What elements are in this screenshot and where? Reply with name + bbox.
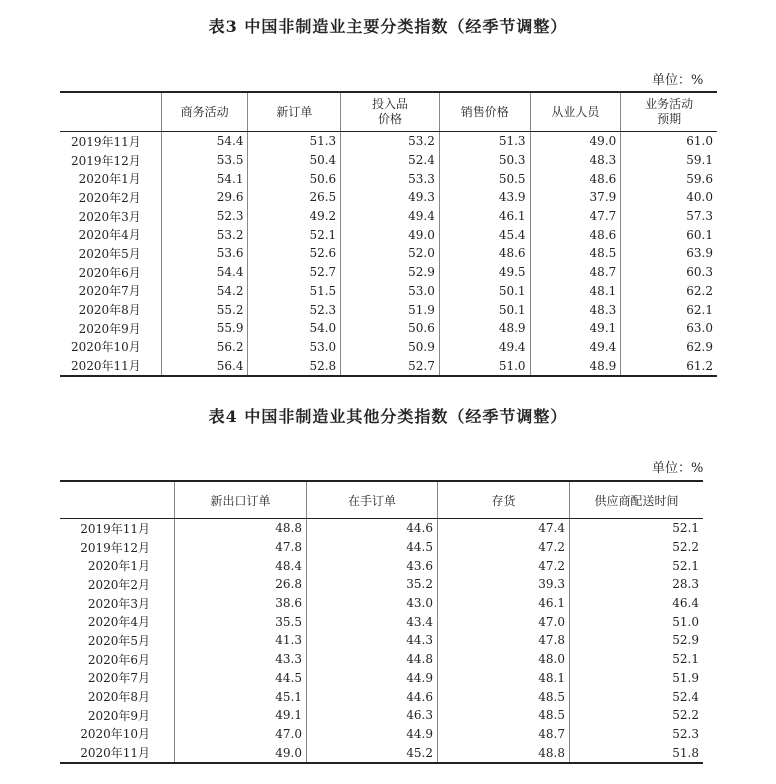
table-row: [60, 725, 703, 744]
row-label: 2020年7月: [87, 671, 150, 686]
row-label: 2020年7月: [78, 284, 141, 299]
row-label: 2020年3月: [78, 209, 141, 224]
table4: [60, 480, 703, 764]
table-cell: 45.2: [307, 743, 438, 763]
row-label: 2019年12月: [80, 540, 150, 555]
table4-header-row: [60, 481, 703, 519]
table3-column-header: 商务活动: [161, 92, 248, 132]
table-cell: 52.9: [341, 263, 440, 282]
table-row: [60, 538, 703, 557]
table-cell: 61.2: [621, 356, 717, 376]
table4-header-corner: [60, 481, 175, 519]
table-cell: 49.1: [530, 319, 621, 338]
table-row: [60, 556, 703, 575]
table-cell: 63.9: [621, 244, 717, 263]
table-cell: 49.4: [530, 338, 621, 357]
row-label: 2020年2月: [87, 577, 150, 592]
table-row: [60, 225, 717, 244]
table-cell: 43.9: [439, 188, 530, 207]
table-cell: 56.2: [161, 338, 248, 357]
table-cell: 41.3: [175, 631, 307, 650]
table-row: [60, 169, 717, 188]
table-cell: 49.4: [341, 207, 440, 226]
table-cell: 55.2: [161, 300, 248, 319]
table-cell: 46.4: [570, 594, 704, 613]
table-cell: 54.0: [248, 319, 341, 338]
row-label: 2020年10月: [80, 727, 150, 742]
table-cell: 50.6: [341, 319, 440, 338]
table-cell: 52.2: [570, 706, 704, 725]
table-cell: 59.1: [621, 151, 717, 170]
table3-column-header: 业务活动 预期: [621, 92, 717, 132]
row-label: 2020年8月: [78, 303, 141, 318]
table-cell: 44.6: [307, 519, 438, 538]
table-cell: 48.4: [175, 556, 307, 575]
table-row: [60, 188, 717, 207]
table-cell: 48.0: [438, 650, 570, 669]
table-cell: 48.1: [530, 282, 621, 301]
table-cell: 48.5: [438, 687, 570, 706]
table-cell: 47.2: [438, 556, 570, 575]
table4-column-header: 存货: [438, 481, 570, 519]
table-cell: 45.1: [175, 687, 307, 706]
row-label: 2019年11月: [70, 134, 141, 149]
row-label: 2020年5月: [78, 246, 141, 261]
table-cell: 48.3: [530, 151, 621, 170]
table-cell: 28.3: [570, 575, 704, 594]
table-cell: 60.1: [621, 225, 717, 244]
table-cell: 50.3: [439, 151, 530, 170]
table-cell: 47.7: [530, 207, 621, 226]
table-cell: 62.2: [621, 282, 717, 301]
table4-unit-label: 单位：%: [652, 461, 704, 476]
table-cell: 52.4: [341, 151, 440, 170]
table-row: [60, 631, 703, 650]
table3-column-header: 投入品 价格: [341, 92, 440, 132]
table-cell: 51.0: [570, 612, 704, 631]
table-row: [60, 263, 717, 282]
table-cell: 61.0: [621, 132, 717, 151]
table-cell: 49.0: [341, 225, 440, 244]
table-cell: 54.2: [161, 282, 248, 301]
row-label: 2020年4月: [87, 615, 150, 630]
table-cell: 62.1: [621, 300, 717, 319]
table-cell: 52.7: [248, 263, 341, 282]
table-row: [60, 575, 703, 594]
table-row: [60, 519, 703, 538]
table-cell: 48.5: [530, 244, 621, 263]
table-cell: 52.7: [341, 356, 440, 376]
table3-header-corner: [60, 92, 161, 132]
table4-column-header: 供应商配送时间: [570, 481, 704, 519]
table-cell: 51.3: [248, 132, 341, 151]
row-label: 2020年3月: [87, 596, 150, 611]
table-cell: 52.3: [570, 725, 704, 744]
table-cell: 44.9: [307, 669, 438, 688]
table-cell: 48.6: [530, 225, 621, 244]
table-row: [60, 356, 717, 376]
table-row: [60, 244, 717, 263]
table-row: [60, 669, 703, 688]
row-label: 2020年9月: [87, 708, 150, 723]
table-cell: 54.1: [161, 169, 248, 188]
table-cell: 49.3: [341, 188, 440, 207]
table4-column-header: 新出口订单: [175, 481, 307, 519]
table-cell: 49.1: [175, 706, 307, 725]
table-cell: 46.1: [439, 207, 530, 226]
table-cell: 48.1: [438, 669, 570, 688]
table-cell: 29.6: [161, 188, 248, 207]
table-cell: 38.6: [175, 594, 307, 613]
table-cell: 54.4: [161, 132, 248, 151]
table-cell: 56.4: [161, 356, 248, 376]
table-cell: 53.5: [161, 151, 248, 170]
row-label: 2020年2月: [78, 190, 141, 205]
table-cell: 50.9: [341, 338, 440, 357]
table-cell: 26.8: [175, 575, 307, 594]
table-cell: 62.9: [621, 338, 717, 357]
table3-column-header: 从业人员: [530, 92, 621, 132]
table-cell: 52.0: [341, 244, 440, 263]
table-cell: 46.3: [307, 706, 438, 725]
table-row: [60, 282, 717, 301]
table-cell: 48.8: [175, 519, 307, 538]
table-cell: 59.6: [621, 169, 717, 188]
table-cell: 48.7: [438, 725, 570, 744]
table-row: [60, 743, 703, 763]
table3-header-row: [60, 92, 717, 132]
table-cell: 46.1: [438, 594, 570, 613]
table-cell: 51.9: [341, 300, 440, 319]
table-cell: 50.5: [439, 169, 530, 188]
table-cell: 35.5: [175, 612, 307, 631]
table-cell: 49.0: [175, 743, 307, 763]
table-row: [60, 207, 717, 226]
table-cell: 39.3: [438, 575, 570, 594]
table-cell: 44.5: [175, 669, 307, 688]
table-cell: 52.1: [570, 556, 704, 575]
row-label: 2020年6月: [87, 652, 150, 667]
table3-title: 表3 中国非制造业主要分类指数（经季节调整）: [208, 17, 568, 36]
table-row: [60, 594, 703, 613]
table-cell: 35.2: [307, 575, 438, 594]
row-label: 2019年11月: [80, 521, 150, 536]
table-cell: 48.5: [438, 706, 570, 725]
table-cell: 26.5: [248, 188, 341, 207]
table-cell: 52.4: [570, 687, 704, 706]
row-label: 2020年4月: [78, 228, 141, 243]
table-row: [60, 338, 717, 357]
table-cell: 51.5: [248, 282, 341, 301]
table-row: [60, 612, 703, 631]
table-cell: 60.3: [621, 263, 717, 282]
table4-column-header: 在手订单: [307, 481, 438, 519]
table-cell: 51.0: [439, 356, 530, 376]
table3-unit-label: 单位：%: [652, 73, 704, 88]
table-cell: 40.0: [621, 188, 717, 207]
table-cell: 53.3: [341, 169, 440, 188]
table-row: [60, 650, 703, 669]
table-cell: 44.3: [307, 631, 438, 650]
table-cell: 37.9: [530, 188, 621, 207]
table3-column-header: 新订单: [248, 92, 341, 132]
table-cell: 53.0: [341, 282, 440, 301]
table-cell: 44.8: [307, 650, 438, 669]
row-label: 2020年6月: [78, 265, 141, 280]
table-cell: 47.8: [175, 538, 307, 557]
table3-column-header: 销售价格: [439, 92, 530, 132]
table-cell: 47.8: [438, 631, 570, 650]
table-cell: 49.4: [439, 338, 530, 357]
table-cell: 63.0: [621, 319, 717, 338]
row-label: 2019年12月: [70, 153, 141, 168]
table3: [60, 91, 717, 377]
table-cell: 43.0: [307, 594, 438, 613]
table-cell: 48.8: [438, 743, 570, 763]
table-cell: 52.1: [570, 519, 704, 538]
table-cell: 53.0: [248, 338, 341, 357]
table-cell: 51.3: [439, 132, 530, 151]
table-row: [60, 151, 717, 170]
table-cell: 49.5: [439, 263, 530, 282]
table-cell: 52.1: [248, 225, 341, 244]
table-cell: 48.6: [439, 244, 530, 263]
table-cell: 52.8: [248, 356, 341, 376]
table-cell: 44.5: [307, 538, 438, 557]
table-cell: 50.6: [248, 169, 341, 188]
table-row: [60, 132, 717, 151]
table3-body: [60, 132, 717, 376]
table-cell: 48.9: [439, 319, 530, 338]
table-cell: 47.4: [438, 519, 570, 538]
table-cell: 44.6: [307, 687, 438, 706]
table-cell: 43.6: [307, 556, 438, 575]
table4-body: [60, 519, 703, 763]
table-cell: 45.4: [439, 225, 530, 244]
table-cell: 53.2: [161, 225, 248, 244]
table-cell: 53.2: [341, 132, 440, 151]
row-label: 2020年1月: [87, 559, 150, 574]
row-label: 2020年1月: [78, 172, 141, 187]
table-cell: 52.6: [248, 244, 341, 263]
row-label: 2020年11月: [60, 356, 161, 376]
table-cell: 52.2: [570, 538, 704, 557]
row-label: 2020年9月: [78, 321, 141, 336]
table-cell: 48.3: [530, 300, 621, 319]
table-cell: 54.4: [161, 263, 248, 282]
row-label: 2020年5月: [87, 633, 150, 648]
table-cell: 57.3: [621, 207, 717, 226]
table-cell: 49.0: [530, 132, 621, 151]
table-row: [60, 687, 703, 706]
table-row: [60, 300, 717, 319]
table-cell: 50.1: [439, 282, 530, 301]
table-cell: 50.4: [248, 151, 341, 170]
table-cell: 51.9: [570, 669, 704, 688]
table4-title: 表4 中国非制造业其他分类指数（经季节调整）: [208, 407, 568, 426]
table-cell: 47.0: [438, 612, 570, 631]
table-cell: 52.1: [570, 650, 704, 669]
table-cell: 52.9: [570, 631, 704, 650]
row-label: 2020年11月: [60, 743, 175, 763]
table-cell: 48.9: [530, 356, 621, 376]
row-label: 2020年8月: [87, 690, 150, 705]
table-cell: 48.7: [530, 263, 621, 282]
table-cell: 53.6: [161, 244, 248, 263]
table-cell: 43.3: [175, 650, 307, 669]
table-cell: 51.8: [570, 743, 704, 763]
table-cell: 47.0: [175, 725, 307, 744]
table-cell: 48.6: [530, 169, 621, 188]
table-cell: 43.4: [307, 612, 438, 631]
table-cell: 50.1: [439, 300, 530, 319]
table-cell: 55.9: [161, 319, 248, 338]
table-row: [60, 319, 717, 338]
table-cell: 47.2: [438, 538, 570, 557]
table-row: [60, 706, 703, 725]
table-cell: 52.3: [248, 300, 341, 319]
table-cell: 44.9: [307, 725, 438, 744]
row-label: 2020年10月: [70, 340, 141, 355]
table-cell: 49.2: [248, 207, 341, 226]
table-cell: 52.3: [161, 207, 248, 226]
